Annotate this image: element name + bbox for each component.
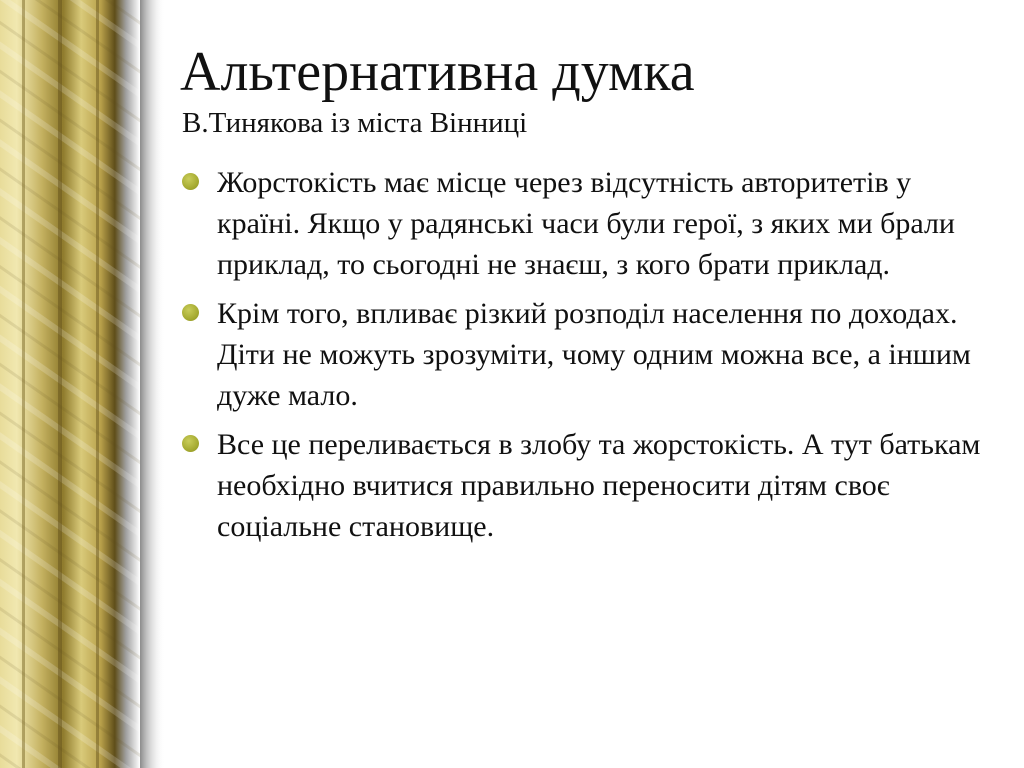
slide-title: Альтернативна думка bbox=[180, 41, 695, 103]
bullet-item bbox=[180, 424, 1000, 547]
gold-column-decoration bbox=[0, 0, 165, 768]
slide-subtitle: В.Тинякова із міста Вінниці bbox=[182, 107, 528, 139]
bullet-dot-icon bbox=[182, 304, 199, 321]
bullet-item bbox=[180, 162, 1000, 285]
bullet-text: Все це переливається в злобу та жорстокість. А тут батькам необхідно вчитися правильно переносити дітям своє соціальне становище. bbox=[217, 428, 981, 543]
bullet-text: Крім того, впливає різкий розподіл населення по доходах. Діти не можуть зрозуміти, чому одним можна все, а іншим дуже мало. bbox=[217, 297, 971, 412]
slide-content bbox=[180, 40, 1000, 555]
bullet-list bbox=[180, 162, 1000, 547]
bullet-item bbox=[180, 293, 1000, 416]
bullet-dot-icon bbox=[182, 173, 199, 190]
bullet-text: Жорстокість має місце через відсутність авторитетів у країні. Якщо у радянські часи були герої, з яких ми брали приклад, то сьогодні не знаєш, з кого брати приклад. bbox=[217, 166, 955, 281]
bullet-dot-icon bbox=[182, 435, 199, 452]
